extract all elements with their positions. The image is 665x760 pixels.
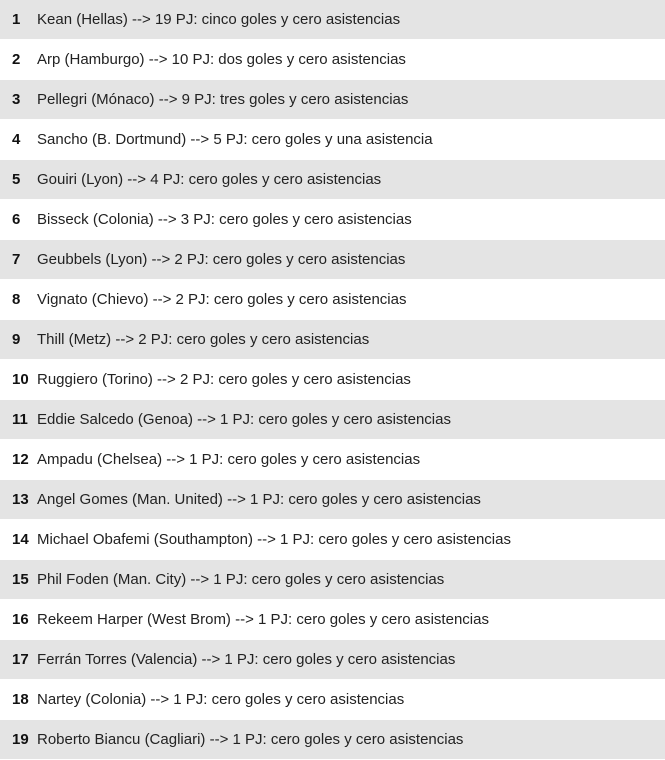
table-row xyxy=(0,200,665,240)
row-text: Angel Gomes (Man. United) --> 1 PJ: cero goles y cero asistencias xyxy=(37,491,481,508)
row-text: Vignato (Chievo) --> 2 PJ: cero goles y cero asistencias xyxy=(37,291,407,308)
table-row xyxy=(0,240,665,280)
row-text: Geubbels (Lyon) --> 2 PJ: cero goles y cero asistencias xyxy=(37,251,406,268)
table-row xyxy=(0,600,665,640)
row-number: 6 xyxy=(12,211,21,228)
row-text: Phil Foden (Man. City) --> 1 PJ: cero goles y cero asistencias xyxy=(37,571,445,588)
row-number: 13 xyxy=(12,491,29,508)
row-text: Eddie Salcedo (Genoa) --> 1 PJ: cero goles y cero asistencias xyxy=(37,411,451,428)
row-number: 17 xyxy=(12,651,29,668)
table-row xyxy=(0,0,665,40)
row-number: 5 xyxy=(12,171,21,188)
row-number: 11 xyxy=(12,411,28,428)
row-number: 10 xyxy=(12,371,29,388)
table-row xyxy=(0,320,665,360)
table-row xyxy=(0,560,665,600)
table-row xyxy=(0,120,665,160)
row-text: Pellegri (Mónaco) --> 9 PJ: tres goles y cero asistencias xyxy=(37,91,409,108)
row-text: Gouiri (Lyon) --> 4 PJ: cero goles y cero asistencias xyxy=(37,171,382,188)
row-text: Ruggiero (Torino) --> 2 PJ: cero goles y cero asistencias xyxy=(37,371,411,388)
table-row xyxy=(0,160,665,200)
table-row xyxy=(0,440,665,480)
table-row xyxy=(0,480,665,520)
row-text: Thill (Metz) --> 2 PJ: cero goles y cero asistencias xyxy=(37,331,370,348)
row-number: 19 xyxy=(12,731,29,748)
row-number: 8 xyxy=(12,291,21,308)
row-number: 9 xyxy=(12,331,21,348)
table-row xyxy=(0,680,665,720)
row-text: Ampadu (Chelsea) --> 1 PJ: cero goles y cero asistencias xyxy=(37,451,421,468)
row-number: 3 xyxy=(12,91,21,108)
row-text: Bisseck (Colonia) --> 3 PJ: cero goles y cero asistencias xyxy=(37,211,412,228)
row-text: Ferrán Torres (Valencia) --> 1 PJ: cero goles y cero asistencias xyxy=(37,651,456,668)
table-row xyxy=(0,520,665,560)
row-text: Sancho (B. Dortmund) --> 5 PJ: cero goles y una asistencia xyxy=(37,131,433,148)
row-number: 12 xyxy=(12,451,29,468)
table-row xyxy=(0,400,665,440)
row-number: 2 xyxy=(12,51,21,68)
table-row xyxy=(0,640,665,680)
row-number: 14 xyxy=(12,531,29,548)
table-row xyxy=(0,80,665,120)
row-number: 15 xyxy=(12,571,29,588)
row-text: Kean (Hellas) --> 19 PJ: cinco goles y cero asistencias xyxy=(37,11,401,28)
row-number: 1 xyxy=(12,11,21,28)
row-text: Rekeem Harper (West Brom) --> 1 PJ: cero goles y cero asistencias xyxy=(37,611,489,628)
row-text: Arp (Hamburgo) --> 10 PJ: dos goles y cero asistencias xyxy=(37,51,406,68)
row-number: 7 xyxy=(12,251,21,268)
row-text: Nartey (Colonia) --> 1 PJ: cero goles y cero asistencias xyxy=(37,691,405,708)
row-text: Michael Obafemi (Southampton) --> 1 PJ: cero goles y cero asistencias xyxy=(37,531,511,548)
table-row xyxy=(0,40,665,80)
table-row xyxy=(0,360,665,400)
table-row xyxy=(0,280,665,320)
row-number: 4 xyxy=(12,131,21,148)
row-number: 18 xyxy=(12,691,29,708)
table-row xyxy=(0,720,665,760)
row-number: 16 xyxy=(12,611,29,628)
row-text: Roberto Biancu (Cagliari) --> 1 PJ: cero goles y cero asistencias xyxy=(37,731,464,748)
